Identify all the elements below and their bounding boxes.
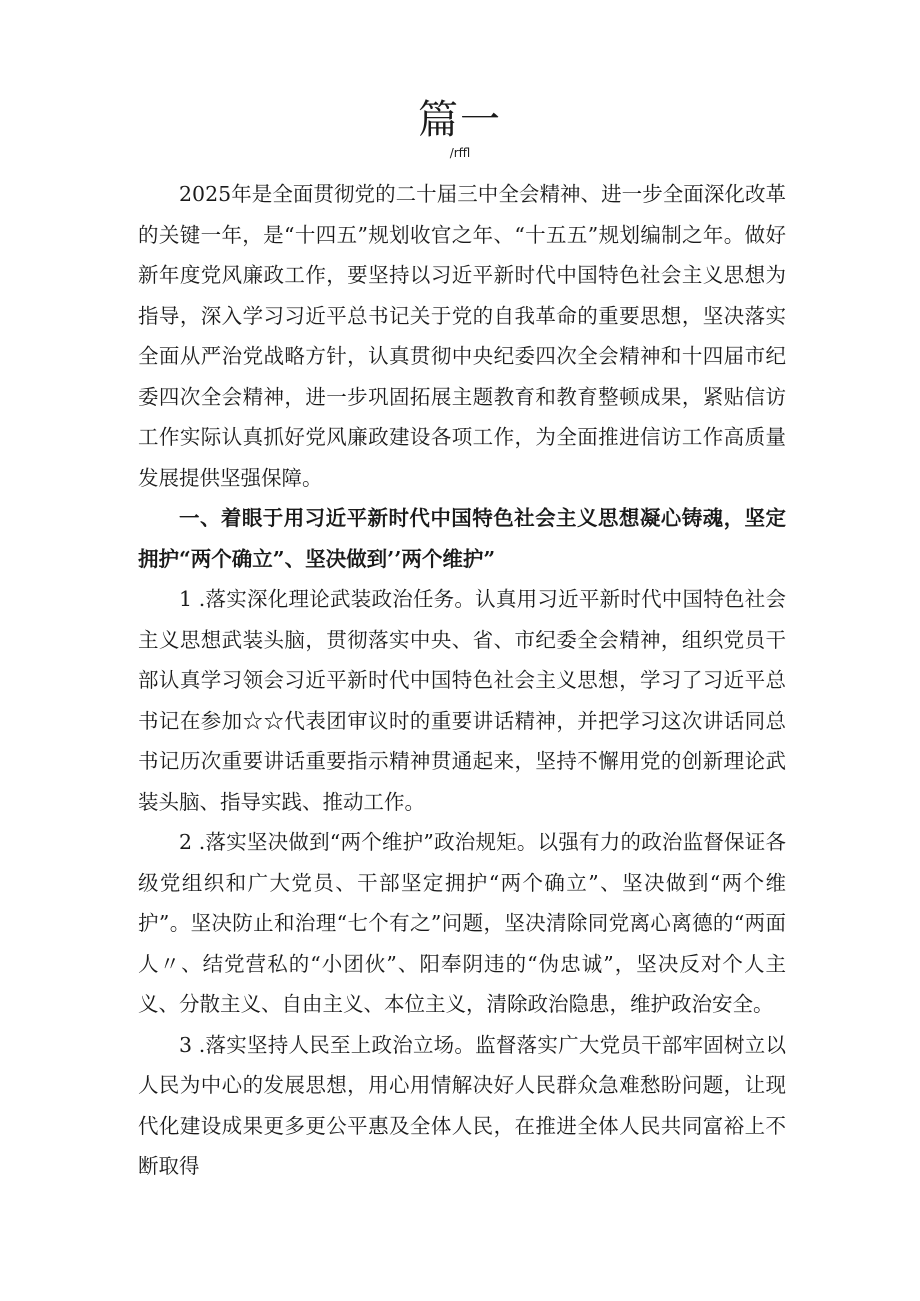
document-subtitle: /rffl xyxy=(449,146,471,160)
document-body xyxy=(138,174,786,1187)
intro-paragraph: 2025年是全面贯彻党的二十届三中全会精神、进一步全面深化改革的关键一年，是“十四五”规划收官之年、“十五五”规划编制之年。做好新年度党风廉政工作，要坚持以习近平新时代中国特色社会主义思想为指导，深入学习习近平总书记关于党的自我革命的重要思想，坚决落实全面从严治党战略方针，认真贯彻中央纪委四次全会精神和十四届市纪委四次全会精神，进一步巩固拓展主题教育和教育整顿成果，紧贴信访工作实际认真抓好党风廉政建设各项工作，为全面推进信访工作高质量发展提供坚强保障。 xyxy=(138,182,786,490)
item-paragraph-3: 3 .落实坚持人民至上政治立场。监督落实广大党员干部牢固树立以人民为中心的发展思想，用心用情解决好人民群众急难愁盼问题，让现代化建设成果更多更公平惠及全体人民，在推进全体人民共同富裕上不断取得 xyxy=(138,1032,786,1178)
section-heading: 一、着眼于用习近平新时代中国特色社会主义思想凝心铸魂，坚定拥护“两个确立”、坚决做到’’两个维护” xyxy=(138,506,786,571)
document-title: 篇一 xyxy=(418,97,502,143)
item-paragraph-2: 2 .落实坚决做到“两个维护”政治规矩。以强有力的政治监督保证各级党组织和广大党员、干部坚定拥护“两个确立”、坚决做到“两个维护”。坚决防止和治理“七个有之”问题，坚决清除同党离心离德的“两面人〃、结党营私的“小团伙”、阳奉阴违的“伪忠诚”，坚决反对个人主义、分散主义、自由主义、本位主义，清除政治隐患，维护政治安全。 xyxy=(138,830,786,1016)
item-paragraph-1: 1 .落实深化理论武装政治任务。认真用习近平新时代中国特色社会主义思想武装头脑，贯彻落实中央、省、市纪委全会精神，组织党员干部认真学习领会习近平新时代中国特色社会主义思想，学习了习近平总书记在参加☆☆代表团审议时的重要讲话精神，并把学习这次讲话同总书记历次重要讲话重要指示精神贯通起来，坚持不懈用党的创新理论武装头脑、指导实践、推动工作。 xyxy=(138,587,786,814)
